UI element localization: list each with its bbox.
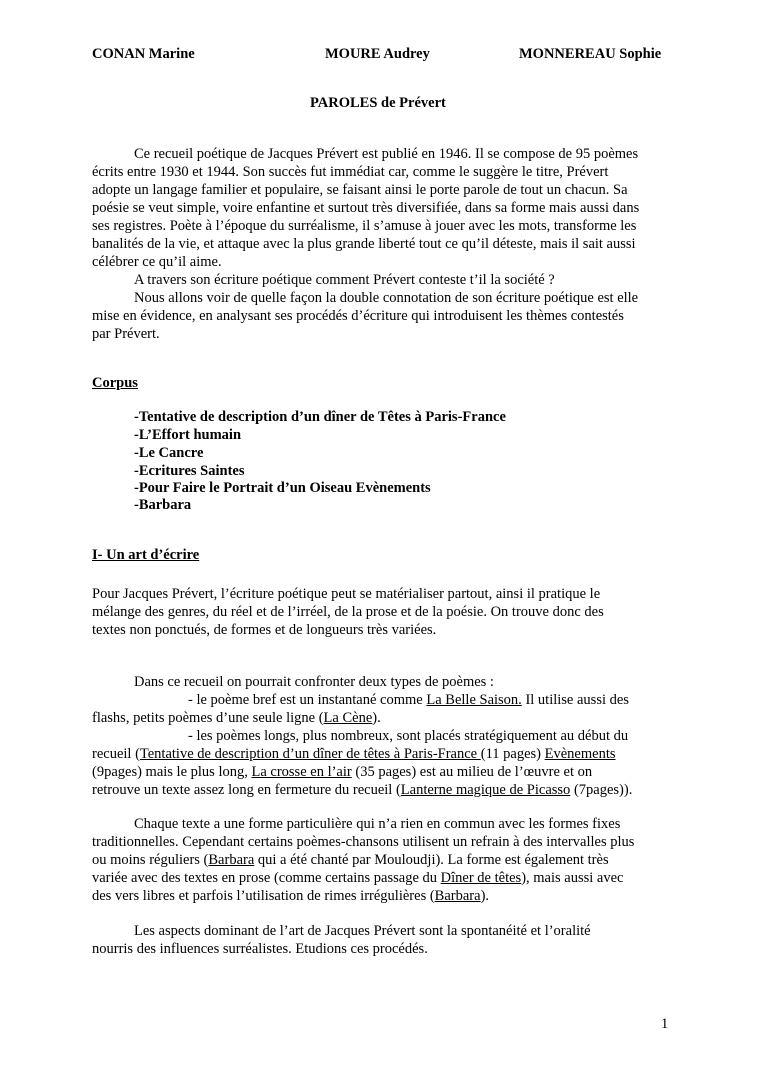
corpus-item: -Tentative de description d’un dîner de Têtes à Paris-France: [134, 409, 506, 425]
corpus-heading: Corpus: [92, 375, 138, 391]
body-line: ou moins réguliers (Barbara qui a été chanté par Mouloudji). La forme est également très: [92, 852, 609, 868]
body-line: Dans ce recueil on pourrait confronter deux types de poèmes :: [134, 674, 494, 690]
section-heading: I- Un art d’écrire: [92, 547, 200, 563]
poem-title-link: Evènements: [544, 746, 616, 762]
body-line: des vers libres et parfois l’utilisation de rimes irrégulières (Barbara).: [92, 888, 490, 904]
body-line: variée avec des textes en prose (comme certains passage du Dîner de têtes), mais aussi avec: [92, 870, 624, 886]
body-line: traditionnelles. Cependant certains poèmes-chansons utilisent un refrain à des intervalles plus: [92, 834, 635, 850]
poem-title-link: Tentative de description d’un dîner de têtes à Paris-France: [139, 746, 481, 762]
body-line: Les aspects dominant de l’art de Jacques Prévert sont la spontanéité et l’oralité: [134, 923, 591, 939]
header-author-3: MONNEREAU Sophie: [519, 46, 662, 62]
poem-title-link: Dîner de têtes: [440, 870, 522, 886]
body-line: retrouve un texte assez long en fermeture du recueil (Lanterne magique de Picasso (7pages)).: [92, 782, 633, 798]
poem-title-link: Barbara: [434, 888, 481, 904]
body-line: - le poème bref est un instantané comme La Belle Saison. Il utilise aussi des: [188, 692, 629, 708]
body-line: nourris des influences surréalistes. Etudions ces procédés.: [92, 941, 428, 957]
intro-line: écrits entre 1930 et 1944. Son succès fut immédiat car, comme le suggère le titre, Prévert: [92, 164, 609, 180]
corpus-item: -Ecritures Saintes: [134, 463, 245, 479]
intro-line: A travers son écriture poétique comment Prévert conteste t’il la société ?: [134, 272, 555, 288]
poem-title-link: La Cène: [323, 710, 373, 726]
intro-line: adopte un langage familier et populaire, se faisant ainsi le porte parole de tout un chacun. Sa: [92, 182, 628, 198]
intro-line: banalités de la vie, et attaque avec la plus grande liberté tout ce qu’il déteste, mais il sait aussi: [92, 236, 636, 252]
intro-line: poésie se veut simple, voire enfantine et surtout très diversifiée, dans sa forme mais aussi dans: [92, 200, 640, 216]
corpus-item: -Barbara: [134, 497, 192, 513]
body-line: Chaque texte a une forme particulière qui n’a rien en commun avec les formes fixes: [134, 816, 621, 832]
body-line: mélange des genres, du réel et de l’irréel, de la prose et de la poésie. On trouve donc des: [92, 604, 604, 620]
body-line: textes non ponctués, de formes et de longueurs très variées.: [92, 622, 437, 638]
corpus-item: -L’Effort humain: [134, 427, 242, 443]
poem-title-link: Barbara: [208, 852, 255, 868]
header-author-1: CONAN Marine: [92, 46, 195, 62]
poem-title-link: La crosse en l’air: [251, 764, 352, 780]
page-number: 1: [661, 1016, 669, 1032]
body-line: Pour Jacques Prévert, l’écriture poétique peut se matérialiser partout, ainsi il pratique le: [92, 586, 601, 602]
intro-line: mise en évidence, en analysant ses procédés d’écriture qui introduisent les thèmes contestés: [92, 308, 624, 324]
intro-line: Ce recueil poétique de Jacques Prévert est publié en 1946. Il se compose de 95 poèmes: [134, 146, 639, 162]
corpus-item: -Le Cancre: [134, 445, 204, 461]
body-line: recueil (Tentative de description d’un dîner de têtes à Paris-France (11 pages) Evènements: [92, 746, 616, 762]
body-line: flashs, petits poèmes d’une seule ligne (La Cène).: [92, 710, 381, 726]
header-author-2: MOURE Audrey: [325, 46, 430, 62]
intro-line: ses registres. Poète à l’époque du surréalisme, il s’amuse à jouer avec les mots, transforme les: [92, 218, 637, 234]
poem-title-link: La Belle Saison.: [426, 692, 522, 708]
intro-line: par Prévert.: [92, 326, 160, 342]
poem-title-link: Lanterne magique de Picasso: [400, 782, 571, 798]
intro-line: célébrer ce qu’il aime.: [92, 254, 222, 270]
corpus-item: -Pour Faire le Portrait d’un Oiseau Evènements: [134, 480, 431, 496]
intro-line: Nous allons voir de quelle façon la double connotation de son écriture poétique est elle: [134, 290, 639, 306]
document-title: PAROLES de Prévert: [310, 95, 446, 111]
body-line: (9pages) mais le plus long, La crosse en l’air (35 pages) est au milieu de l’œuvre et on: [92, 764, 593, 780]
body-line: - les poèmes longs, plus nombreux, sont placés stratégiquement au début du: [188, 728, 629, 744]
